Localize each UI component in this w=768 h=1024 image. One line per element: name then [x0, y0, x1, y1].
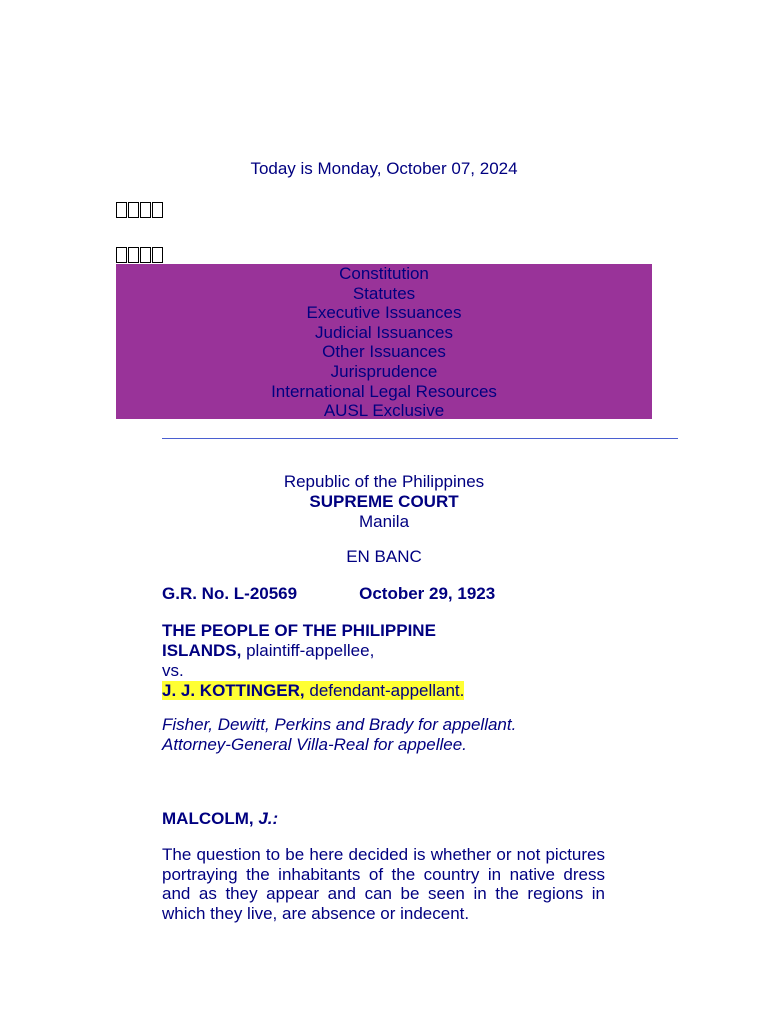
opinion-paragraph-1: The question to be here decided is whether or not pictures portraying the inhabitants of the country in native dress and as they appear and can be seen in the regions in which they live, are absence or indecent. [162, 845, 605, 923]
nav-item-jurisprudence[interactable]: Jurisprudence [330, 361, 438, 381]
plaintiff-role: plaintiff-appellee, [241, 641, 375, 660]
versus-text: vs. [162, 661, 184, 680]
court-header [0, 472, 768, 532]
case-number-line [162, 584, 606, 604]
placeholder-glyphs-1 [116, 198, 164, 220]
plaintiff-name-line-2: ISLANDS, [162, 641, 242, 660]
ponente-title: J.: [253, 809, 279, 828]
division-label: EN BANC [346, 547, 422, 566]
case-parties [162, 621, 606, 701]
defendant-line [162, 681, 606, 701]
defendant-highlight [162, 681, 464, 700]
defendant-name: J. J. KOTTINGER, [162, 681, 305, 700]
decision-date: October 29, 1923 [359, 584, 496, 603]
nav-item-ausl-exclusive[interactable]: AUSL Exclusive [323, 401, 445, 421]
country-name: Republic of the Philippines [283, 472, 485, 491]
court-name: SUPREME COURT [309, 492, 459, 511]
nav-item-statutes[interactable]: Statutes [352, 283, 416, 303]
counsel-block [162, 715, 622, 755]
nav-item-international-legal-resources[interactable]: International Legal Resources [271, 381, 497, 401]
defendant-role: defendant-appellant. [304, 681, 465, 700]
plaintiff-line-2 [162, 641, 606, 661]
plaintiff-name-line-1: THE PEOPLE OF THE PHILIPPINE [162, 621, 436, 640]
counsel-appellee: Attorney-General Villa-Real for appellee. [162, 735, 467, 754]
date-text: Today is Monday, October 07, 2024 [250, 159, 518, 178]
main-nav-menu [116, 264, 652, 419]
counsel-appellant: Fisher, Dewitt, Perkins and Brady for appellant. [162, 715, 517, 734]
nav-item-executive-issuances[interactable]: Executive Issuances [306, 303, 462, 323]
horizontal-divider [162, 438, 678, 439]
city-name: Manila [358, 512, 410, 531]
nav-item-constitution[interactable]: Constitution [339, 264, 429, 283]
nav-item-other-issuances[interactable]: Other Issuances [322, 342, 446, 362]
nav-item-judicial-issuances[interactable]: Judicial Issuances [315, 322, 453, 342]
gr-number: G.R. No. L-20569 [162, 584, 298, 603]
placeholder-glyphs-2 [116, 243, 164, 265]
ponente-name: MALCOLM, [162, 809, 254, 828]
ponente-line [162, 809, 606, 829]
